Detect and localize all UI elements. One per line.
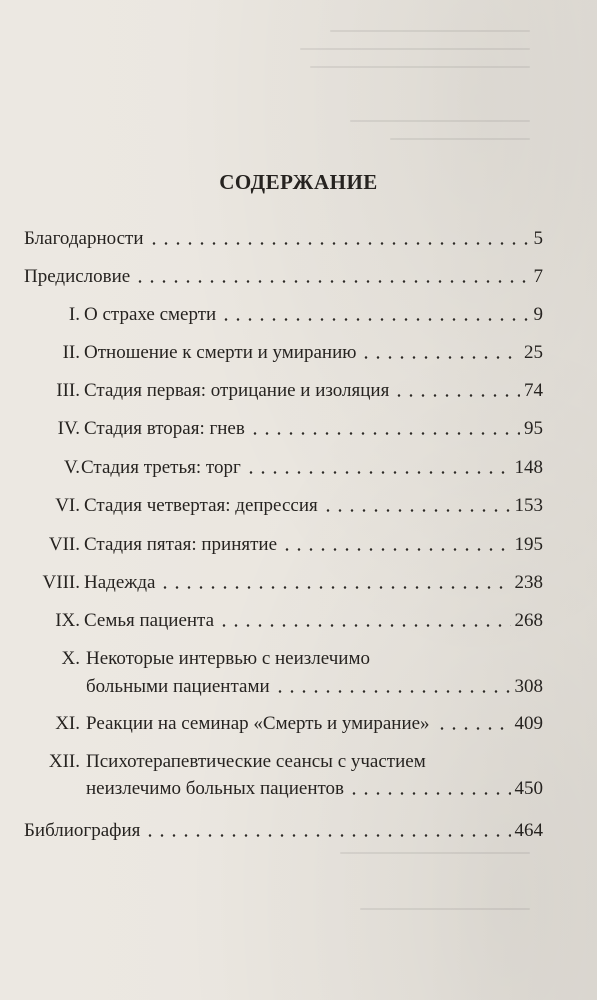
toc-entry-title: Реакции на семинар «Смерть и умирание» [86, 713, 430, 734]
dot-leader [249, 432, 520, 435]
toc-entry-title: Семья пациента [84, 610, 215, 631]
chapter-number: V. [63, 457, 80, 478]
toc-entry-title: Некоторые интервью с неизлечимо [86, 648, 370, 669]
toc-entry[interactable] [24, 415, 543, 441]
dot-leader [281, 548, 510, 551]
toc-entry[interactable] [24, 710, 543, 736]
dot-leader [159, 586, 510, 589]
toc-entry-page: 409 [514, 713, 543, 734]
toc-entry[interactable] [24, 817, 543, 843]
dot-leader [436, 727, 511, 730]
toc-entry-page: 450 [514, 778, 543, 799]
chapter-number: IV. [57, 418, 80, 439]
toc-entry-page: 9 [533, 304, 543, 325]
toc-entry-title: Библиография [24, 820, 141, 841]
bleed-through-line [340, 852, 530, 854]
toc-entry-page: 7 [533, 266, 543, 287]
bleed-through-line [330, 30, 530, 32]
chapter-number: XI. [55, 713, 80, 734]
toc-entry-line-2[interactable] [86, 673, 543, 699]
toc-entry-page: 74 [524, 380, 543, 401]
toc-entry-page: 268 [514, 610, 543, 631]
bleed-through-line [310, 66, 530, 68]
toc-entry-page: 238 [514, 572, 543, 593]
toc-entry-title: Предисловие [24, 266, 131, 287]
toc-entry-page: 25 [524, 342, 543, 363]
dot-leader [360, 356, 520, 359]
dot-leader [218, 624, 510, 627]
dot-leader [134, 280, 529, 283]
toc-entry-page: 148 [514, 457, 543, 478]
chapter-number: I. [68, 304, 80, 325]
toc-entry-title: Стадия пятая: принятие [84, 534, 278, 555]
chapter-number: X. [61, 648, 80, 669]
toc-entry-line-2[interactable] [86, 775, 543, 801]
chapter-number: IX. [55, 610, 80, 631]
chapter-number: VII. [48, 534, 80, 555]
toc-entry[interactable] [24, 531, 543, 557]
toc-entry-page: 153 [514, 495, 543, 516]
chapter-number: VI. [55, 495, 80, 516]
toc-entry-title: О страхе смерти [84, 304, 217, 325]
toc-entry[interactable] [24, 377, 543, 403]
dot-leader [220, 318, 529, 321]
toc-entry[interactable] [24, 607, 543, 633]
bleed-through-line [300, 48, 530, 50]
toc-entry-page: 95 [524, 418, 543, 439]
bleed-through-line [360, 908, 530, 910]
toc-entry-title: Надежда [84, 572, 156, 593]
toc-entry-page: 308 [514, 676, 543, 697]
chapter-number: II. [62, 342, 80, 363]
toc-entry[interactable] [24, 569, 543, 595]
toc-entry-page: 195 [514, 534, 543, 555]
toc-entry[interactable] [24, 263, 543, 289]
toc-entry[interactable] [24, 492, 543, 518]
toc-entry-title: Стадия первая: отрицание и изоляция [84, 380, 390, 401]
dot-leader [245, 471, 511, 474]
dot-leader [148, 242, 530, 245]
toc-entry-page: 464 [514, 820, 543, 841]
toc-entry-title: Отношение к смерти и умиранию [84, 342, 357, 363]
bleed-through-line [390, 138, 530, 140]
toc-entry[interactable] [24, 225, 543, 251]
toc-entry[interactable] [24, 301, 543, 327]
toc-entry-title: Благодарности [24, 228, 144, 249]
toc-entry-title: Стадия третья: торг [81, 457, 241, 478]
toc-entry-line-1[interactable] [24, 645, 543, 671]
dot-leader [348, 792, 510, 795]
chapter-number: VIII. [42, 572, 80, 593]
toc-entry-title: Стадия вторая: гнев [84, 418, 245, 439]
toc-entry-line-1[interactable] [24, 748, 543, 774]
toc-entry[interactable] [24, 454, 543, 480]
dot-leader [274, 690, 511, 693]
toc-entry-title: Психотерапевтические сеансы с участием [86, 751, 426, 772]
toc-entry-title-continued: неизлечимо больных пациентов [86, 778, 345, 799]
toc-title: СОДЕРЖАНИЕ [219, 170, 378, 194]
toc-entry[interactable] [24, 339, 543, 365]
dot-leader [322, 509, 511, 512]
chapter-number: III. [56, 380, 80, 401]
bleed-through-line [350, 120, 530, 122]
chapter-number: XII. [48, 751, 80, 772]
toc-entry-title-continued: больными пациентами [86, 676, 270, 697]
toc-entry-title: Стадия четвертая: депрессия [84, 495, 318, 516]
dot-leader [393, 394, 520, 397]
toc-entry-page: 5 [533, 228, 543, 249]
dot-leader [144, 834, 510, 837]
